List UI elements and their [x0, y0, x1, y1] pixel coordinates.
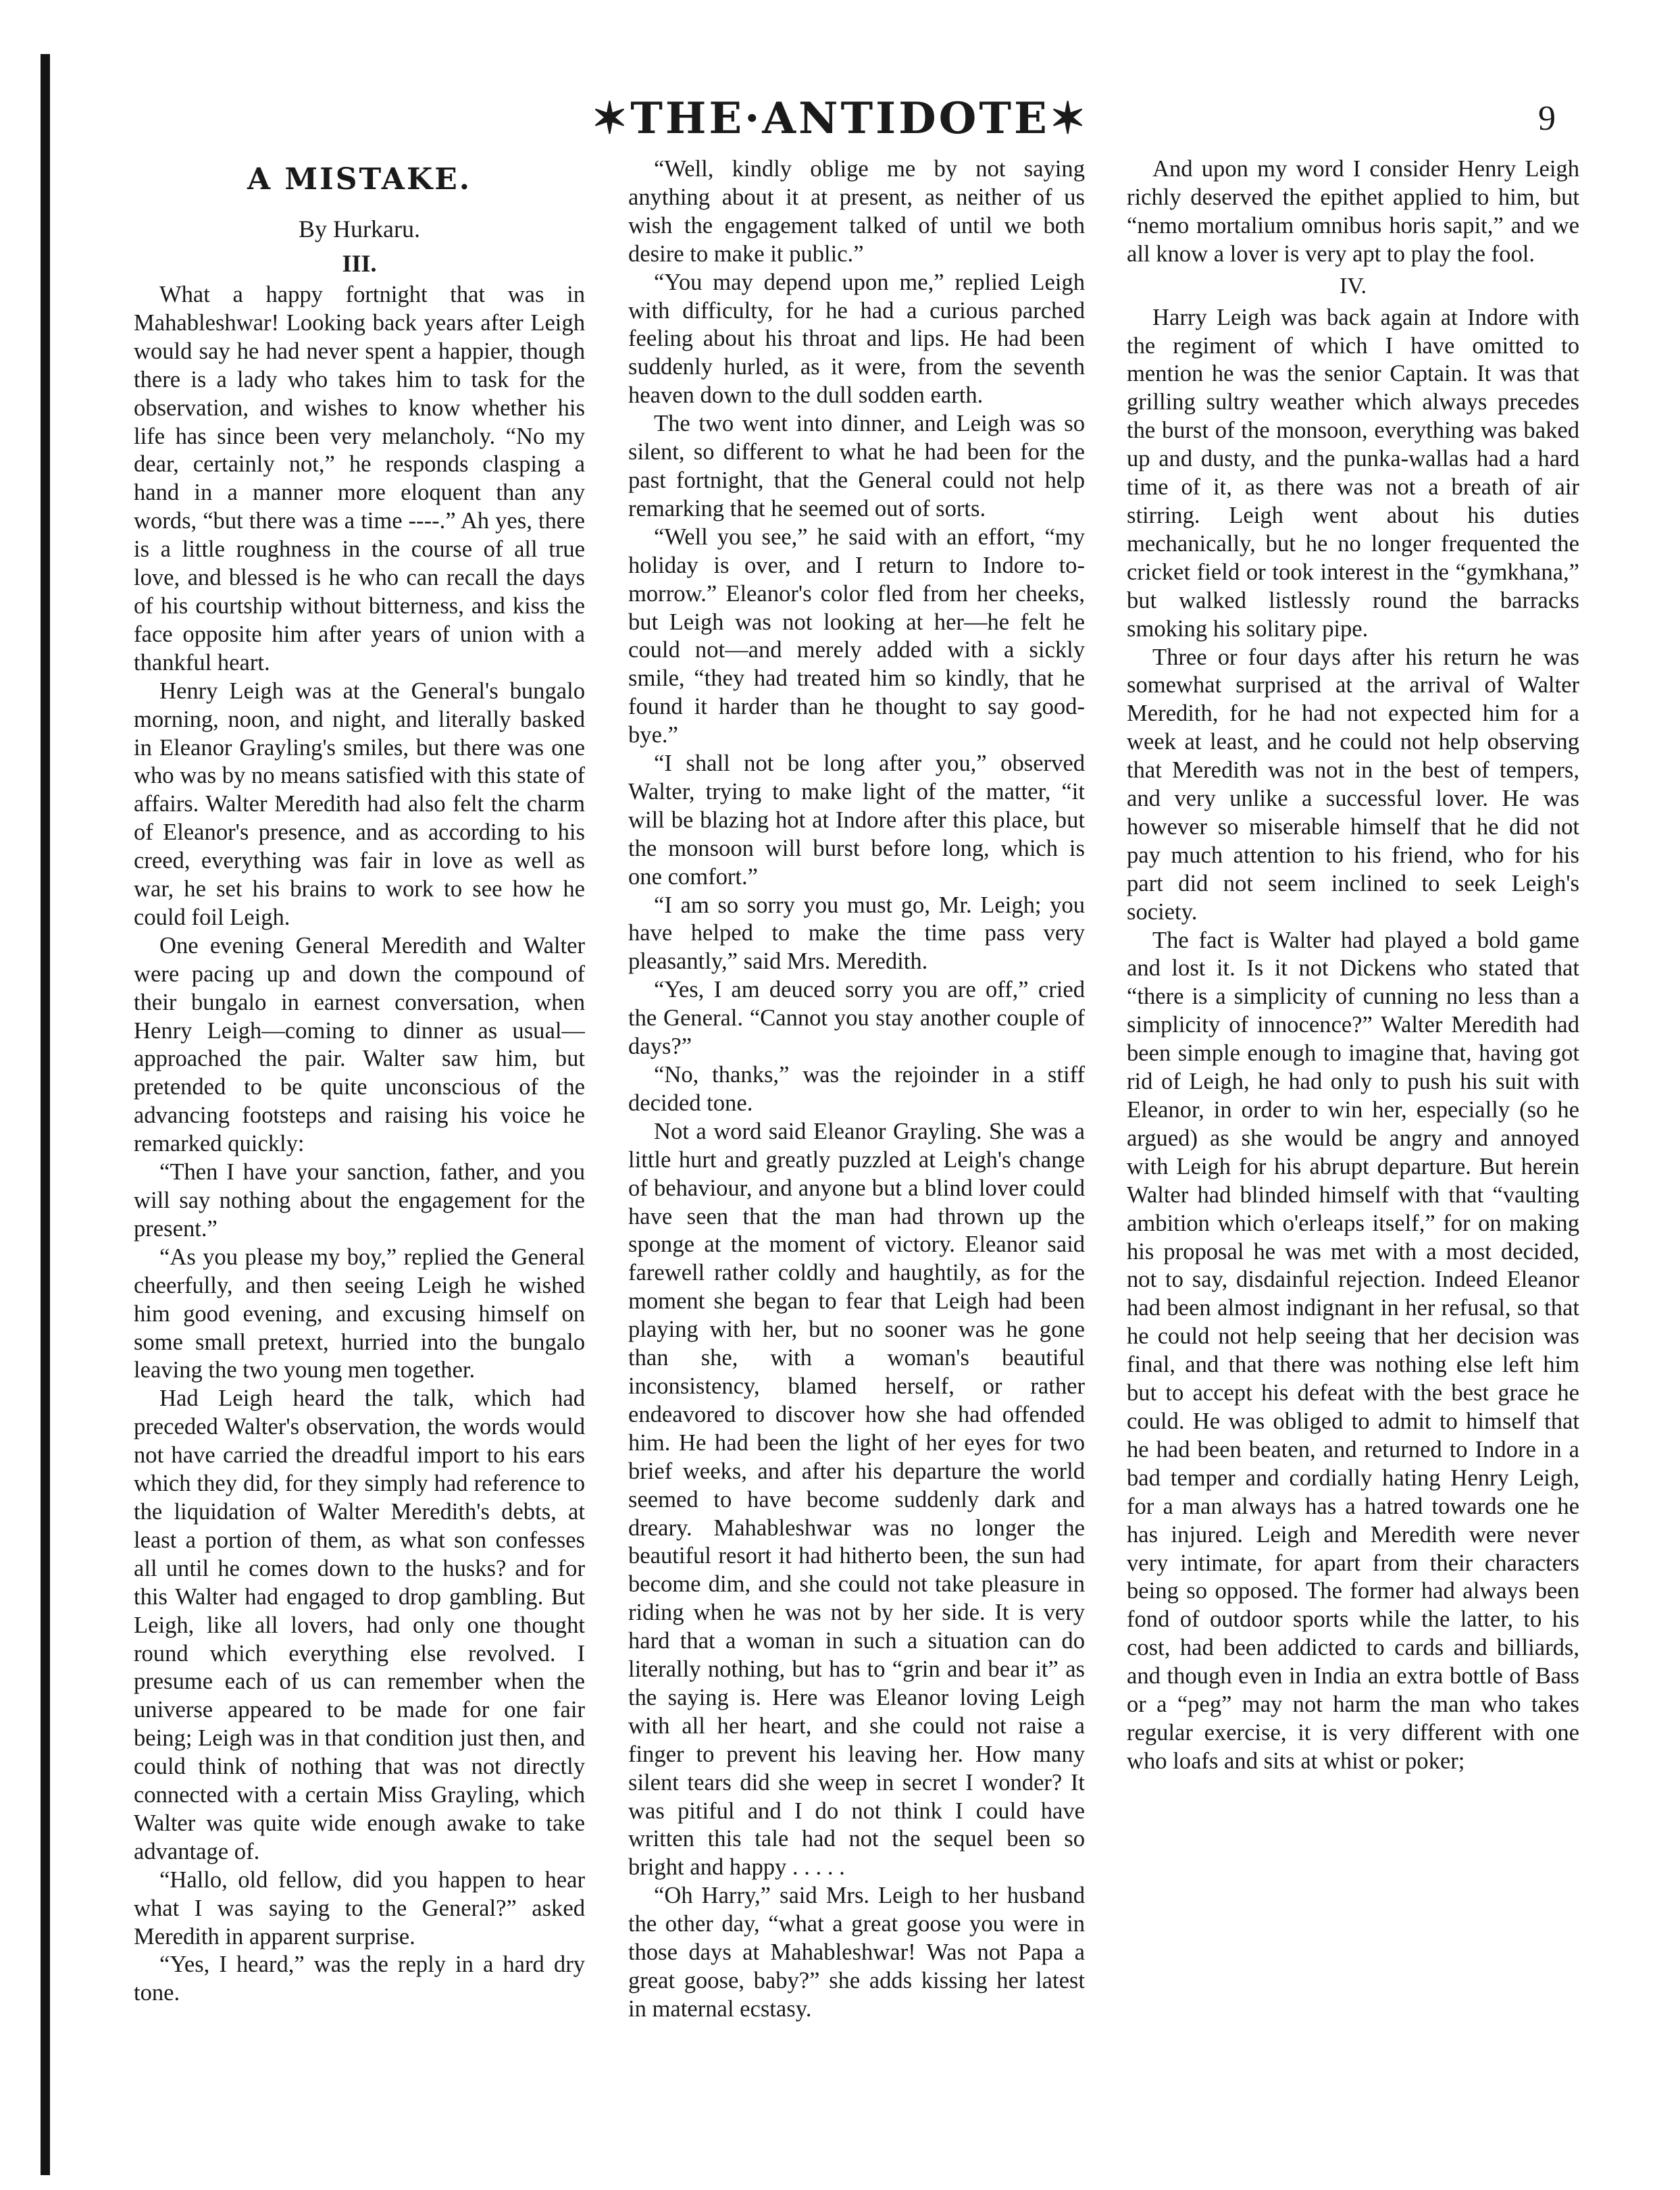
paragraph: “Well you see,” he said with an effort, “my holiday is over, and I return to Indore to-morrow.” Eleanor's color fled from her cheeks, but Leigh was not looking at her—he felt he could not—and merely added with a sickly smile, “they had treated him so kindly, that he found it harder than he thought to say good-bye.”: [628, 524, 1085, 748]
paragraph: Had Leigh heard the talk, which had preceded Walter's observation, the words would not have carried the dreadful import to his ears which they did, for they simply had reference to the liquidation of Walter Meredith's debts, at least a portion of them, as what son confesses all until he comes down to the husks? and for this Walter had engaged to drop gambling. But Leigh, like all lovers, had only one thought round which everything else revolved. I presume each of us can remember when the universe appeared to be made for one fair being; Leigh was in that condition just then, and could think of nothing that was not directly connected with a certain Miss Grayling, which Walter was quite wide enough awake to take advantage of.: [134, 1385, 585, 1864]
column-1: [134, 155, 585, 2168]
story-byline: By Hurkaru.: [299, 215, 420, 243]
paragraph: One evening General Meredith and Walter were pacing up and down the compound of their bungalo in earnest conversation, when Henry Leigh—coming to dinner as usual—approached the pair. Walter saw him, but pretended to be quite unconscious of the advancing footsteps and raising his voice he remarked quickly:: [134, 932, 585, 1157]
paragraph: Not a word said Eleanor Grayling. She was a little hurt and greatly puzzled at Leigh's change of behaviour, and anyone but a blind lover could have seen that the man had thrown up the sponge at the moment of victory. Eleanor said farewell rather coldly and haughtily, as for the moment she began to fear that Leigh had been playing with her, but no sooner was he gone than she, with a woman's beautiful inconsistency, blamed herself, or rather endeavored to discover how she had offended him. He had been the light of her eyes for two brief weeks, and after his departure the world seemed to have become suddenly dark and dreary. Mahableshwar was no longer the beautiful resort it had hitherto been, the sun had become dim, and she could not take pleasure in riding when he was not by her side. It is very hard that a woman in such a situation can do literally nothing, but has to “grin and bear it” as the saying is. Here was Eleanor loving Leigh with all her heart, and she could not raise a finger to prevent his leaving her. How many silent tears did she weep in secret I wonder? It was pitiful and I do not think I could have written this tale had not the sequel been so bright and happy . . . . .: [628, 1118, 1085, 1881]
paragraph: What a happy fortnight that was in Mahableshwar! Looking back years after Leigh would say he had never spent a happier, though there is a lady who takes him to task for the observation, and wishes to know whether his life has since been very melancholy. “No my dear, certainly not,” he responds clasping a hand in a manner more eloquent than any words, “but there was a time ----.” Ah yes, there is a little roughness in the course of all true love, and blessed is he who can recall the days of his courtship without bitterness, and kiss the face opposite him after years of union with a thankful heart.: [134, 282, 585, 676]
paragraph: “You may depend upon me,” replied Leigh with difficulty, for he had a curious parched feeling about his throat and lips. He had been suddenly hurled, as it were, from the seventh heaven down to the dull sodden earth.: [628, 269, 1085, 409]
paragraph: “No, thanks,” was the rejoinder in a stiff decided tone.: [628, 1062, 1085, 1116]
column-3: [1127, 155, 1579, 2168]
paragraph: “As you please my boy,” replied the General cheerfully, and then seeing Leigh he wished him good evening, and excusing himself on some small pretext, hurried into the bungalo leaving the two young men together.: [134, 1244, 585, 1383]
column-2: [628, 155, 1085, 2168]
paragraph: “Oh Harry,” said Mrs. Leigh to her husband the other day, “what a great goose you were in those days at Mahableshwar! Was not Papa a great goose, baby?” she adds kissing her latest in maternal ecstasy.: [628, 1883, 1085, 2022]
paragraph: “Hallo, old fellow, did you happen to hear what I was saying to the General?” asked Meredith in apparent surprise.: [134, 1866, 585, 1950]
paragraph: Harry Leigh was back again at Indore with the regiment of which I have omitted to mention he was the senior Captain. It was that grilling sultry weather which always precedes the burst of the monsoon, everything was baked up and dusty, and the punka-wallas had a hard time of it, as there was not a breath of air stirring. Leigh went about his duties mechanically, but he no longer frequented the cricket field or took interest in the “gymkhana,” but walked listlessly round the barracks smoking his solitary pipe.: [1127, 304, 1579, 642]
paragraph: And upon my word I consider Henry Leigh richly deserved the epithet applied to him, but “nemo mortalium omnibus horis sapit,” and we all know a lover is very apt to play the fool.: [1127, 156, 1579, 267]
paragraph: Henry Leigh was at the General's bungalo morning, noon, and night, and literally basked in Eleanor Grayling's smiles, but there was one who was by no means satisfied with this state of affairs. Walter Meredith had also felt the charm of Eleanor's presence, and as according to his creed, everything was fair in love as well as war, he set his brains to work to see how he could foil Leigh.: [134, 678, 585, 930]
page-number: 9: [1538, 99, 1556, 138]
paragraph: “Well, kindly oblige me by not saying anything about it at present, as neither of us wish the engagement talked of until we both desire to make it public.”: [628, 156, 1085, 267]
paragraph: “Yes, I am deuced sorry you are off,” cried the General. “Cannot you stay another couple of days?”: [628, 977, 1085, 1060]
binding-edge-rule: [41, 54, 50, 2175]
part-heading-4: IV.: [1340, 273, 1367, 299]
paragraph: “I am so sorry you must go, Mr. Leigh; you have helped to make the time pass very pleasantly,” said Mrs. Meredith.: [628, 892, 1085, 975]
paragraph: “Yes, I heard,” was the reply in a hard dry tone.: [134, 1952, 585, 2006]
paragraph: The two went into dinner, and Leigh was so silent, so different to what he had been for the past fortnight, that the General could not help remarking that he seemed out of sorts.: [628, 411, 1085, 521]
story-title: A MISTAKE.: [247, 162, 472, 197]
paragraph: “Then I have your sanction, father, and you will say nothing about the engagement for the present.”: [134, 1159, 585, 1242]
paragraph: The fact is Walter had played a bold game and lost it. Is it not Dickens who stated that “there is a simplicity of cunning no less than a simplicity of innocence?” Walter Meredith had been simple enough to imagine that, having got rid of Leigh, he had only to push his suit with Eleanor, in order to win her, especially (so he argued) as she would be angry and annoyed with Leigh for his abrupt departure. But herein Walter had blinded himself with that “vaulting ambition which o'erleaps itself,” for on making his proposal he was met with a most decided, not to say, disdainful rejection. Indeed Eleanor had been almost indignant in her refusal, so that he could not help seeing that her decision was final, and that there was nothing else left him but to accept his defeat with the best grace he could. He was obliged to admit to himself that he had been beaten, and returned to Indore in a bad temper and cordially hating Henry Leigh, for a man always has a hatred towards one he has injured. Leigh and Meredith were never very intimate, for apart from their characters being so opposed. The former had always been fond of outdoor sports while the latter, to his cost, had been addicted to cards and billiards, and though even in India an extra bottle of Bass or a “peg” may not harm the man who takes regular exercise, it is very different with one who loafs and sits at whist or poker;: [1127, 927, 1579, 1774]
part-heading-3: III.: [342, 250, 377, 277]
paragraph: “I shall not be long after you,” observed Walter, trying to make light of the matter, “it will be blazing hot at Indore after this place, but the monsoon will burst before long, which is one comfort.”: [628, 750, 1085, 890]
paragraph: Three or four days after his return he was somewhat surprised at the arrival of Walter Meredith, for he had not expected him for a week at least, and he could not help observing that Meredith was not in the best of tempers, and very unlike a successful lover. He was however so miserable himself that he did not pay much attention to his friend, who for his part did not seem inclined to seek Leigh's society.: [1127, 644, 1579, 925]
masthead: ✶THE·ANTIDOTE✶: [591, 93, 1089, 144]
